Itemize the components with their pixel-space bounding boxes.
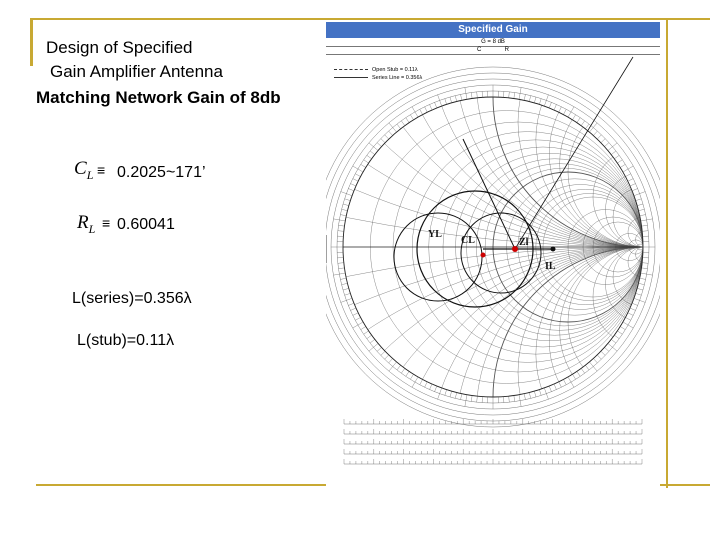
scale-tick [435, 102, 437, 108]
scale-tick [397, 124, 401, 129]
cl-point-marker [481, 253, 486, 258]
scale-tick [593, 131, 597, 135]
scale-tick [438, 388, 442, 399]
scale-tick [577, 371, 580, 376]
scale-tick [581, 121, 585, 126]
scale-tick [420, 109, 423, 114]
scale-tick [343, 288, 349, 290]
scale-tick [642, 231, 648, 232]
scale-tick [367, 155, 372, 159]
scale-tick [355, 317, 360, 320]
scale-tick [637, 204, 643, 206]
smith-chart-panel [326, 22, 660, 488]
scale-tick [639, 283, 645, 284]
title-line-2: Gain Amplifier Antenna [50, 62, 223, 81]
scale-tick [369, 143, 378, 151]
scale-tick [341, 192, 352, 196]
scale-tick [640, 278, 646, 279]
scale-tick [364, 160, 369, 163]
scale-tick [455, 393, 456, 399]
scale-tick [338, 263, 344, 264]
scale-tick [389, 358, 393, 362]
scale-tick [534, 391, 536, 397]
scale-tick [370, 339, 375, 343]
scale-tick [353, 322, 363, 328]
scale-tick [370, 151, 375, 155]
scale-tick [524, 394, 525, 400]
scale-tick [620, 164, 625, 167]
scale-tick [420, 379, 423, 384]
scale-tick [345, 199, 351, 201]
reactance-arc [549, 247, 660, 435]
scale-tick [389, 362, 397, 371]
scale-tick [430, 104, 432, 109]
scale-tick [401, 121, 405, 126]
scale-tick [455, 96, 456, 102]
scale-tick [597, 355, 601, 359]
scale-tick [529, 393, 530, 399]
chart-cl: C [476, 47, 482, 53]
top-accent-line [30, 18, 710, 20]
scale-tick [642, 268, 648, 269]
scale-tick [639, 209, 645, 210]
scale-tick [611, 339, 616, 343]
scale-tick [385, 355, 389, 359]
scale-tick [445, 99, 447, 105]
scale-tick [539, 99, 541, 105]
scale-tick [339, 268, 345, 269]
scale-tick [589, 362, 597, 371]
cl-equiv: ≡ [97, 162, 106, 178]
rl-equiv: ≡ [102, 215, 111, 231]
scale-tick [608, 143, 617, 151]
scale-tick [430, 384, 432, 389]
scale-tick [410, 374, 413, 379]
scale-tick [563, 109, 566, 114]
reactance-arc [549, 60, 660, 248]
reactance-arc [560, 80, 660, 247]
radial-line [515, 57, 633, 249]
scale-tick [348, 303, 354, 305]
il-point-marker [551, 247, 556, 252]
reactance-arc [456, 247, 661, 488]
scale-tick [632, 303, 638, 305]
legend-open-stub: Open Stub = 0.11λ [372, 67, 418, 73]
scale-tick [534, 97, 536, 103]
scale-tick [509, 396, 510, 402]
scale-tick [572, 374, 575, 379]
scale-tick [425, 382, 428, 387]
reactance-arc [326, 22, 660, 247]
scale-tick [636, 293, 642, 295]
scale-tick [617, 160, 622, 163]
scale-tick [634, 298, 645, 302]
scale-tick [539, 390, 541, 396]
slide-title [46, 36, 223, 84]
scale-tick [397, 365, 401, 370]
label-yl: YL [428, 229, 442, 240]
scale-tick [350, 184, 355, 186]
scale-tick [549, 102, 551, 108]
label-cl: CL [461, 235, 475, 246]
cl-value: 0.2025~171’ [117, 164, 206, 181]
scale-tick [628, 179, 633, 182]
scale-tick [593, 358, 597, 362]
legend-series-line: Series Line = 0.356λ [372, 75, 423, 81]
scale-tick [632, 189, 638, 191]
scale-tick [471, 93, 472, 99]
scale-tick [461, 394, 462, 400]
scale-tick [509, 92, 510, 98]
scale-tick [340, 215, 346, 216]
scale-tick [377, 347, 381, 351]
label-zl: Zl [519, 237, 529, 248]
scale-tick [343, 204, 349, 206]
scale-tick [369, 343, 378, 351]
scale-tick [477, 396, 478, 402]
scale-tick [617, 331, 622, 334]
stub-length: L(stub)=0.11λ [77, 332, 175, 349]
scale-tick [611, 151, 616, 155]
scale-tick [604, 347, 608, 351]
scale-tick [389, 131, 393, 135]
scale-tick [604, 143, 608, 147]
scale-tick [450, 97, 452, 103]
scale-tick [342, 209, 348, 210]
scale-tick [630, 184, 635, 186]
scale-tick [634, 192, 645, 196]
scale-tick [341, 298, 352, 302]
scale-tick [461, 94, 462, 100]
scale-tick [524, 94, 525, 100]
reactance-arc [560, 247, 660, 414]
scale-tick [623, 166, 633, 172]
chart-gain: G = 8 dB [326, 38, 660, 47]
scale-tick [355, 174, 360, 177]
scale-tick [514, 93, 515, 99]
series-length: L(series)=0.356λ [72, 290, 192, 307]
chart-header: Specified Gain [326, 22, 660, 38]
scale-tick [450, 391, 452, 397]
scale-tick [608, 343, 617, 351]
scale-tick [406, 118, 409, 123]
title-line-1: Design of Specified [46, 38, 193, 57]
scale-tick [367, 335, 372, 339]
scale-tick [589, 123, 597, 132]
scale-tick [568, 107, 574, 117]
scale-tick [410, 115, 413, 120]
scale-tick [601, 351, 605, 355]
scale-tick [438, 95, 442, 106]
scale-tick [625, 174, 630, 177]
scale-tick [435, 386, 437, 392]
rl-value: 0.60041 [117, 216, 175, 233]
scale-tick [630, 308, 635, 310]
scale-tick [364, 331, 369, 334]
scale-tick [642, 225, 648, 226]
scale-tick [338, 231, 344, 232]
cl-symbol: $C_L$ [74, 158, 94, 182]
scale-tick [581, 368, 585, 373]
reactance-arc [393, 247, 660, 488]
scale-tick [381, 351, 385, 355]
scale-tick [563, 379, 566, 384]
scale-tick [406, 371, 409, 376]
scale-tick [350, 308, 355, 310]
scale-tick [577, 118, 580, 123]
scale-tick [361, 164, 366, 167]
slide-subtitle: Matching Network Gain of 8db [36, 88, 281, 107]
rl-symbol: $R_L$ [77, 212, 96, 236]
radial-line [463, 139, 515, 249]
scale-tick [544, 388, 548, 399]
scale-tick [637, 288, 643, 290]
scale-tick [597, 135, 601, 139]
scale-tick [345, 293, 351, 295]
smith-chart [326, 22, 660, 488]
reactance-arc [429, 247, 660, 488]
scale-tick [642, 263, 648, 264]
scale-tick [614, 155, 619, 159]
reactance-arc [326, 22, 660, 247]
scale-tick [381, 139, 385, 143]
scale-tick [625, 317, 630, 320]
scale-tick [389, 123, 397, 132]
scale-tick [623, 322, 633, 328]
scale-tick [529, 96, 530, 102]
scale-tick [636, 199, 642, 201]
scale-tick [471, 396, 472, 402]
scale-tick [559, 382, 562, 387]
scale-tick [412, 107, 418, 117]
scale-tick [554, 384, 556, 389]
scale-tick [477, 92, 478, 98]
scale-tick [401, 368, 405, 373]
chart-rl: R [504, 47, 510, 53]
scale-tick [385, 135, 389, 139]
reactance-arc [326, 22, 660, 247]
reactance-arc [326, 22, 660, 247]
scale-tick [559, 107, 562, 112]
right-accent-bar [666, 18, 668, 488]
scale-tick [620, 326, 625, 329]
scale-tick [348, 189, 354, 191]
load-point-marker [512, 246, 518, 252]
scale-tick [361, 326, 366, 329]
scale-tick [425, 107, 428, 112]
scale-tick [544, 95, 548, 106]
scale-tick [377, 143, 381, 147]
scale-tick [614, 335, 619, 339]
scale-tick [549, 386, 551, 392]
scale-tick [601, 139, 605, 143]
scale-tick [514, 396, 515, 402]
scale-tick [412, 377, 418, 387]
scale-tick [342, 283, 348, 284]
scale-tick [585, 124, 589, 129]
scale-tick [628, 313, 633, 316]
scale-tick [353, 179, 358, 182]
reactance-arc [343, 247, 660, 488]
scale-tick [353, 166, 363, 172]
scale-tick [554, 104, 556, 109]
scale-tick [640, 215, 646, 216]
left-accent-bar [30, 18, 33, 66]
scale-tick [445, 390, 447, 396]
scale-tick [585, 365, 589, 370]
scale-tick [353, 313, 358, 316]
label-il: IL [545, 261, 556, 272]
scale-tick [339, 225, 345, 226]
scale-tick [568, 377, 574, 387]
smith-scales [326, 67, 660, 464]
scale-tick [572, 115, 575, 120]
scale-tick [340, 278, 346, 279]
